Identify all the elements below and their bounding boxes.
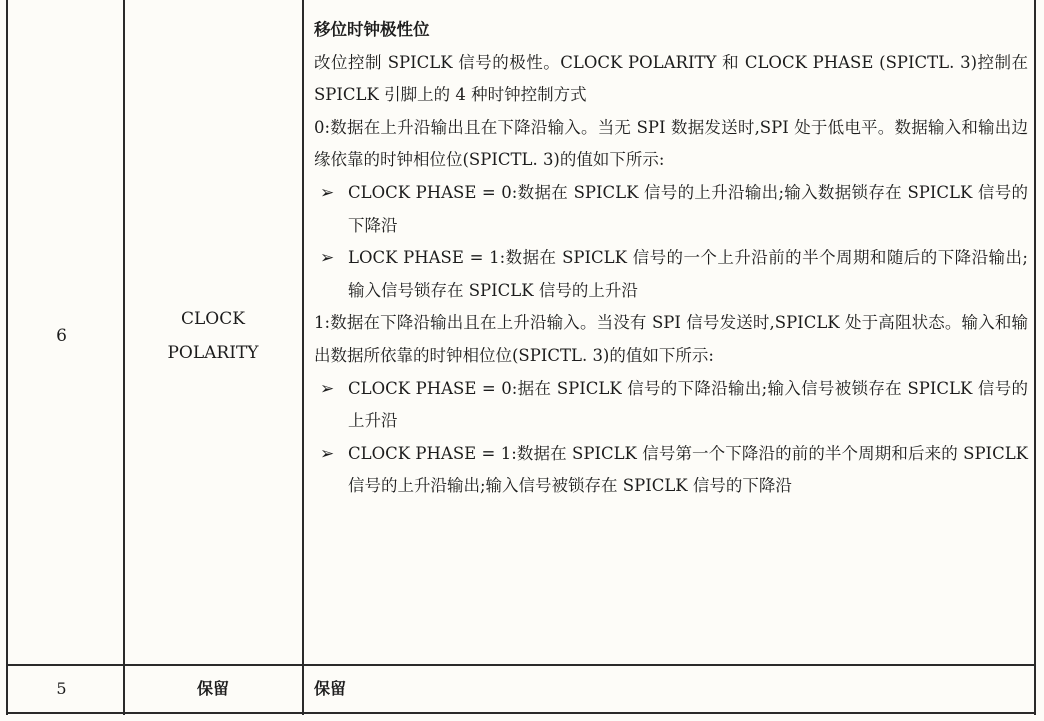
bullet-item (314, 177, 1028, 242)
bullet-text: CLOCK PHASE = 0:数据在 SPICLK 信号的上升沿输出;输入数据锁存在 SPICLK 信号的下降沿 (348, 182, 1028, 235)
field-name-cell (123, 666, 303, 712)
bullet-item (314, 438, 1028, 503)
arrow-bullet-icon: ➢ (320, 378, 335, 399)
bit-number-cell (0, 666, 123, 712)
bit-number: 6 (56, 326, 67, 346)
bullet-text: CLOCK PHASE = 1:数据在 SPICLK 信号第一个下降沿的前的半个周期和后来的 SPICLK 信号的上升沿输出;输入信号被锁存在 SPICLK 信号的下降沿 (348, 443, 1028, 496)
description-title: 移位时钟极性位 (314, 20, 430, 39)
bit-number-cell (0, 326, 123, 346)
field-name: 保留 (196, 679, 229, 698)
table-border-left (6, 0, 8, 715)
arrow-bullet-icon: ➢ (320, 182, 335, 203)
bullet-text: LOCK PHASE = 1:数据在 SPICLK 信号的一个上升沿前的半个周期和随后的下降沿输出;输入信号锁存在 SPICLK 信号的上升沿 (348, 248, 1028, 300)
arrow-bullet-icon: ➢ (320, 248, 335, 269)
field-name-line1: CLOCK (181, 309, 245, 329)
bit-number: 5 (56, 679, 67, 698)
field-description (314, 666, 346, 712)
bullet-item (314, 242, 1028, 307)
table-border-right (1034, 0, 1036, 715)
clock-polarity-0-text: 0:数据在上升沿输出且在下降沿输入。当无 SPI 数据发送时,SPI 处于低电平。数据输入和输出边缘依靠的时钟相位位(SPICTL. 3)的值如下所示: (314, 117, 1028, 170)
description-text: 保留 (314, 679, 347, 698)
field-name-line2: POLARITY (167, 343, 259, 363)
arrow-bullet-icon: ➢ (320, 443, 335, 464)
table-border-bottom (6, 712, 1036, 714)
bullet-item (314, 373, 1028, 438)
clock-polarity-1-text: 1:数据在下降沿输出且在上升沿输入。当没有 SPI 信号发送时,SPICLK 处于高阻状态。输入和输出数据所依靠的时钟相位位(SPICTL. 3)的值如下所示: (314, 313, 1028, 365)
field-name-cell (123, 302, 303, 370)
bullet-text: CLOCK PHASE = 0:据在 SPICLK 信号的下降沿输出;输入信号被锁存在 SPICLK 信号的上升沿 (348, 378, 1028, 431)
field-description (314, 14, 1028, 503)
description-intro: 改位控制 SPICLK 信号的极性。CLOCK POLARITY 和 CLOCK PHASE (SPICTL. 3)控制在 SPICLK 引脚上的 4 种时钟控制方式 (314, 52, 1028, 105)
